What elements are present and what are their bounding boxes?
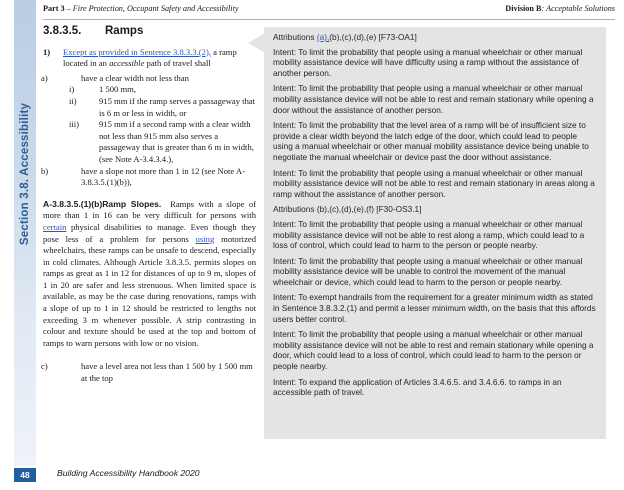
page-number-badge: 48 [14,468,36,482]
intent-statement: Intent: To limit the probability that people using a manual wheelchair or other manual mobility assistance device will be unable to control the movement of the manual wheelchair or device, which could lead to harm to the person or people nearby. [273,255,583,287]
header-divider-rule [43,19,615,20]
subclause-i-marker: i) [69,84,75,95]
attributions-1-rest: (b),(c),(d),(e) [F73-OA1] [329,32,417,42]
intent-statement: Intent: To limit the probability that people using a manual wheelchair or other manual mobility assistance device will have difficulty using a ramp without the assistance of another person. [273,46,583,78]
intent-statement: Intent: To limit the probability that people using a manual wheelchair or other manual mobility assistance device will not be able to rest along a ramp, which could lead to a loss of control, which could lead to harm to the person or people nearby. [273,218,585,251]
subclause-iii-text: 915 mm if a second ramp with a clear width not less than 915 mm also serves a passageway that is greater than 6 m in width, (see Note A-3.4.3.4.), [99,119,254,164]
clause-a [43,73,256,85]
clause-a-marker: a) [41,72,48,83]
clause-b-marker: b) [41,165,49,176]
clause-a-text: have a clear width not less than [81,72,189,83]
subclause-ii-marker: ii) [69,95,77,106]
intent-statement: Intent: To limit the probability that people using a manual wheelchair or other manual mobility assistance device will not be able to rest and remain stationary while opening a door, which could lead to a loss of control, which could lead to harm to the person or people nearby. [273,329,594,372]
sentence-1 [43,47,256,70]
sentence-1-crossreference-link[interactable]: Except as provided in Sentence 3.8.3.3.(2), [63,46,211,57]
header-left [43,4,238,13]
header-right [505,4,615,13]
attributions-line-2 [273,204,598,215]
article-title: Ramps [105,25,144,37]
clause-b [43,166,256,189]
note-body-part-1: Ramps with a slope of more than 1 in 16 can be very difficult for persons with [43,198,256,221]
header-right-rest: : Acceptable Solutions [541,4,615,13]
body-text-column [43,26,256,393]
clause-c [43,361,256,384]
subclause-ii-text: 915 mm if the ramp serves a passageway that is 6 m or less in width, or [99,95,256,118]
section-tab-strip [14,0,36,466]
attributions-2-label: Attributions [273,204,317,215]
note-link-certain[interactable]: certain [43,221,67,232]
section-tab-label: Section 3.8. Accessibility [19,102,31,246]
subclause-i [43,84,256,96]
sentence-1-text-after: a ramp located in an [63,46,237,69]
sentence-1-marker: 1) [43,46,51,57]
explanatory-note [43,199,256,350]
running-header [43,4,615,18]
intent-statement: Intent: To limit the probability that the level area of a ramp will be of insufficient size to provide a clear width beyond the latch edge of the door, which could lead to people using a manual wheelchair or other manual mobility assistance device being unable to negotiate the manual wheelchair or device past the door without assistance. [273,120,589,162]
note-link-using[interactable]: using [195,233,215,244]
subclause-iii-marker: iii) [69,119,80,130]
note-body-part-3: motorized wheelchairs, these ramps can be unsafe to descend, especially in cold climates. Although Article 3.8.3.5. permits slopes on ramps as great as 1 in 12 for distances of up to 9 m, slopes of 1 in 20 are safer and less strenuous. When limited space is available, as may be the case during renovations, ramps with a slope of up to 1 in 12 should be restricted to lengths not exceeding 3 m whenever possible. A strip contrasting in colour and texture should be used at the top and bottom of ramps to warn persons with low or no vision. [43,233,256,348]
note-number: A-3.8.3.5.(1)(b) [43,198,103,209]
clause-b-text: have a slope not more than 1 in 12 (see Note A-3.8.3.5.(1)(b)), [81,165,245,188]
callout-pointer-triangle [248,33,265,53]
attributions-1-link[interactable]: (a), [316,32,330,42]
subclause-ii [43,96,256,119]
note-body-part-2: physical disabilities to manage. Even though they pose less of a problem for persons [43,221,256,244]
attributions-1-label: Attributions [273,32,317,42]
subclause-i-text: 1 500 mm, [99,84,137,95]
article-heading [43,26,256,38]
header-right-strong: Division B [505,4,542,13]
subclause-iii [43,119,256,165]
sentence-1-text-tail: path of travel shall [144,58,211,69]
intent-statement: Intent: To limit the probability that people using a manual wheelchair or other manual mobility assistance device will not be able to rest and remain stationary in areas along a ramp without the assistance of another person. [273,167,595,199]
article-number: 3.8.3.5. [43,25,82,37]
intent-statement: Intent: To limit the probability that people using a manual wheelchair or other manual mobility assistance device will not be able to rest and remain stationary while opening a door without the assistance of another person. [273,83,594,115]
attributions-line-1 [273,32,598,43]
annotation-callout-panel [264,27,606,439]
sentence-1-italic-term: accessible [109,58,145,69]
clause-c-marker: c) [41,361,48,372]
header-left-strong: Part 3 [43,4,65,13]
note-title: Ramp Slopes. [102,198,162,209]
clause-c-text: have a level area not less than 1 500 by 1 500 mm at the top [81,361,253,384]
footer-document-title: Building Accessibility Handbook 2020 [57,468,200,478]
attributions-2-rest: (b),(c),(d),(e),(f) [F30-OS3.1] [316,204,422,215]
intent-statement: Intent: To expand the application of Articles 3.4.6.5. and 3.4.6.6. to ramps in an accessible path of travel. [273,376,562,398]
intent-statement: Intent: To exempt handrails from the requirement for a greater minimum width as stated in Sentence 3.8.3.2.(1) and permit a lesser minimum width, on the basis that this affords users better control. [273,292,596,324]
header-left-rest: – Fire Protection, Occupant Safety and Accessibility [64,4,239,13]
